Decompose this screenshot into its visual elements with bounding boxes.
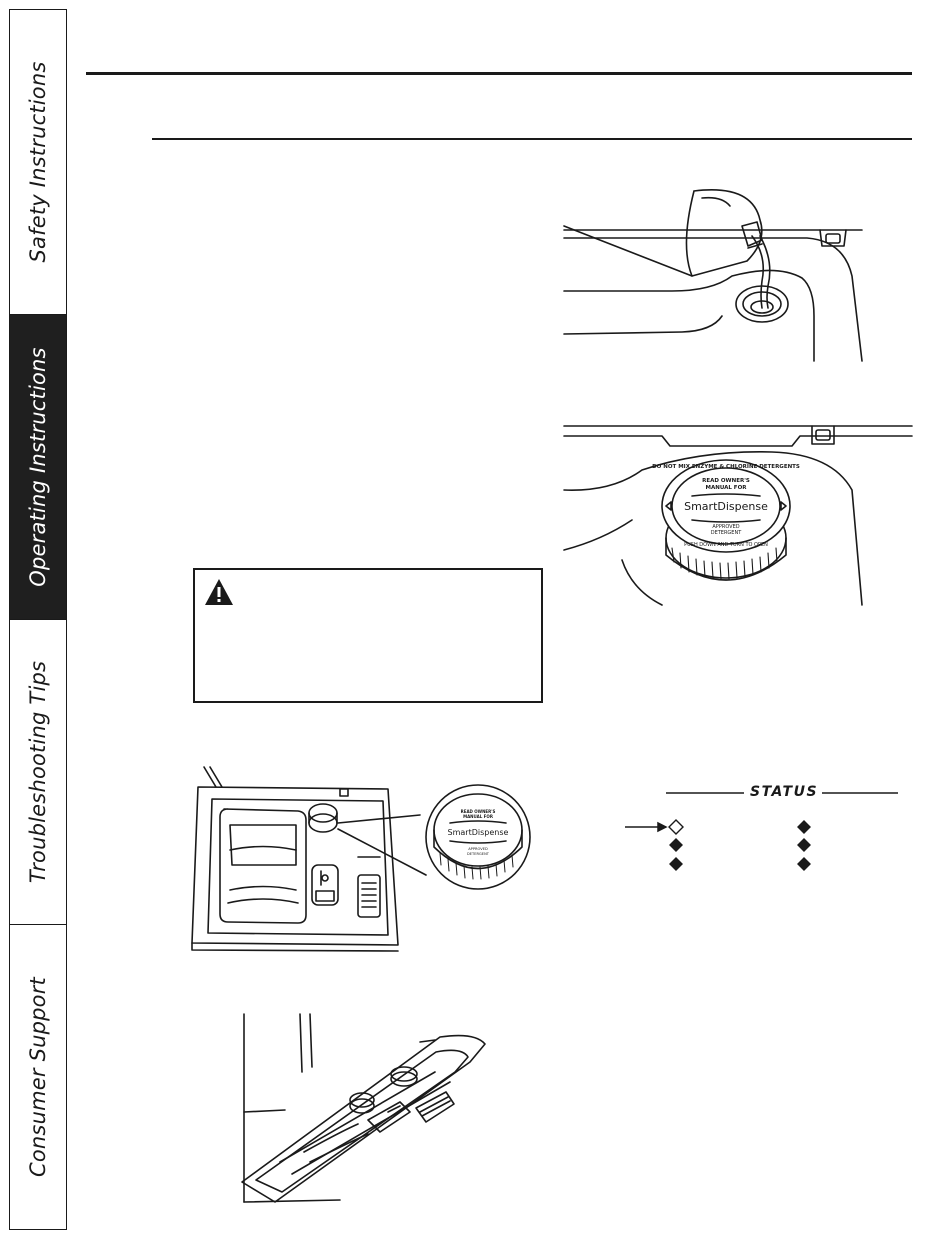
illustration-door-interior-callout [188, 765, 533, 955]
warning-box [193, 568, 543, 703]
tab-label: Operating Instructions [26, 347, 50, 587]
callout-read-line2: MANUAL FOR [463, 814, 493, 819]
indicator-light-on [798, 839, 810, 851]
indicator-light-on [798, 858, 810, 870]
header-rule-thick [86, 72, 912, 75]
status-label: STATUS [750, 784, 819, 800]
tab-consumer-support[interactable] [10, 925, 66, 1229]
cap-read-line2: MANUAL FOR [705, 485, 747, 491]
tab-label: Troubleshooting Tips [26, 660, 50, 884]
illustration-dispenser-cap [562, 410, 914, 605]
status-indicator-panel [620, 780, 910, 880]
cap-open-instruction: PUSH DOWN AND TURN TO OPEN [684, 542, 768, 548]
callout-read-line1: READ OWNER'S [460, 809, 496, 814]
tab-operating-instructions[interactable] [10, 315, 66, 620]
warning-icon [204, 578, 234, 606]
tab-label: Consumer Support [26, 977, 50, 1177]
indicator-light-on [798, 821, 810, 833]
tab-safety-instructions[interactable] [10, 10, 66, 315]
side-navigation [9, 9, 67, 1230]
cap-warning-text: DO NOT MIX ENZYME & CHLORINE DETERGENTS [652, 464, 800, 470]
callout-approved-line1: APPROVED [468, 847, 488, 851]
cap-approved-line1: APPROVED [712, 524, 740, 530]
indicator-light-off [669, 820, 683, 834]
tab-troubleshooting-tips[interactable] [10, 620, 66, 925]
header-rule-thin [152, 138, 912, 140]
cap-brand: SmartDispense [684, 500, 768, 513]
illustration-pouring-detergent [562, 186, 862, 366]
callout-approved-line2: DETERGENT [467, 852, 489, 856]
indicator-light-on [670, 839, 682, 851]
illustration-open-door [240, 1012, 490, 1207]
indicator-light-on [670, 858, 682, 870]
cap-approved-line2: DETERGENT [710, 530, 742, 536]
callout-brand: SmartDispense [447, 828, 509, 837]
tab-label: Safety Instructions [26, 61, 50, 263]
arrow-icon [625, 823, 666, 831]
cap-read-line1: READ OWNER'S [702, 478, 750, 484]
